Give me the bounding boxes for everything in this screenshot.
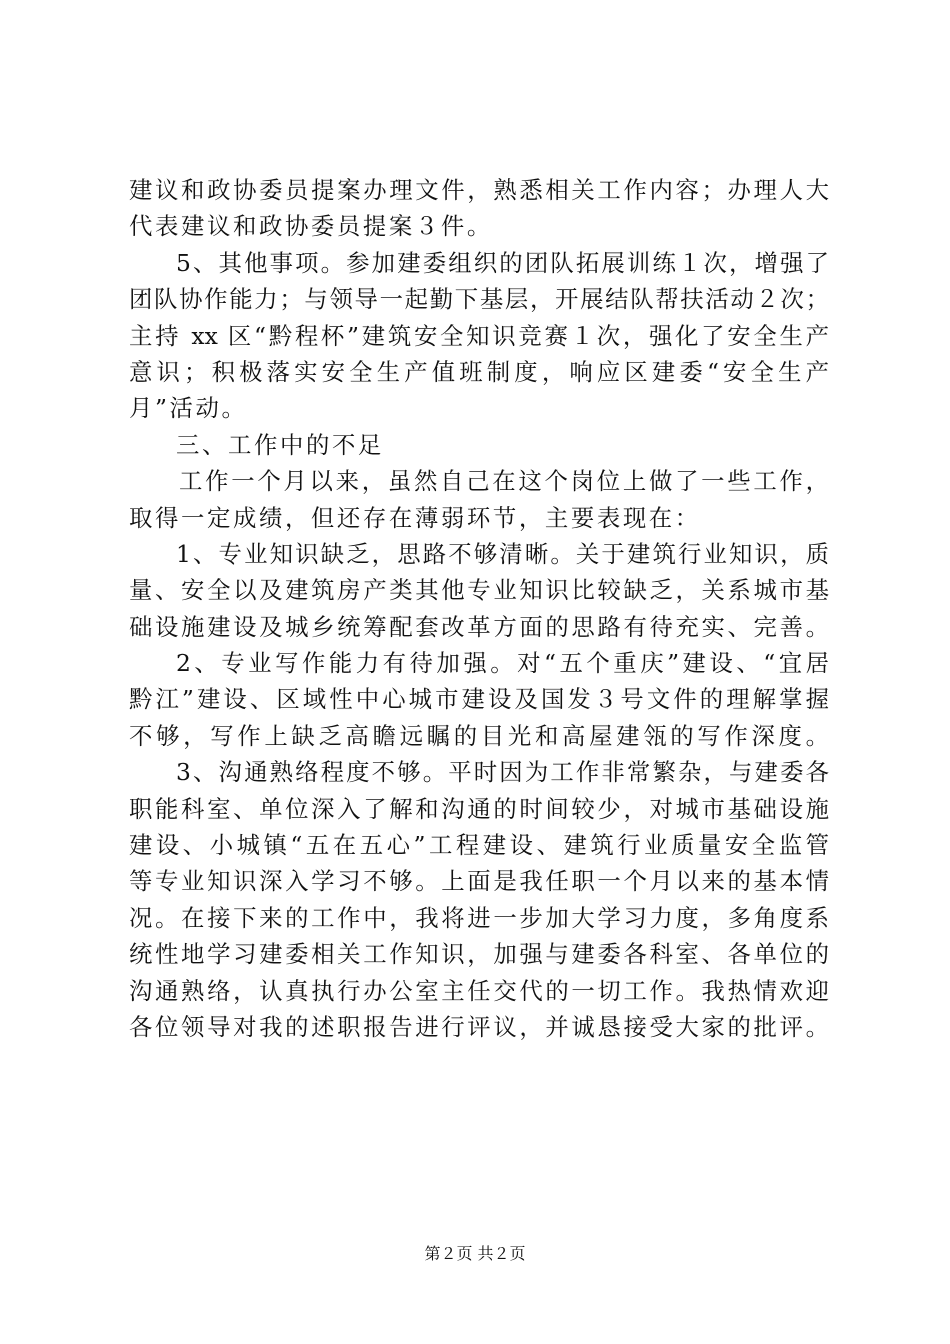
text-line: 取得一定成绩，但还存在薄弱环节，主要表现在： xyxy=(129,503,701,532)
text-line: 5、其他事项。参加建委组织的团队拓展训练１次，增强了 xyxy=(176,248,829,277)
text-line: 月”活动。 xyxy=(129,394,248,423)
text-line: 工作一个月以来，虽然自己在这个岗位上做了一些工作， xyxy=(179,467,829,496)
text-line: 沟通熟络，认真执行办公室主任交代的一切工作。我热情欢迎 xyxy=(129,976,829,1005)
text-line: 建议和政协委员提案办理文件，熟悉相关工作内容；办理人大 xyxy=(129,176,829,204)
text-line: 代表建议和政协委员提案３件。 xyxy=(129,212,493,241)
text-line: 不够，写作上缺乏高瞻远瞩的目光和高屋建瓴的写作深度。 xyxy=(129,721,829,750)
section-heading: 三、工作中的不足 xyxy=(176,430,384,459)
text-line: 2、专业写作能力有待加强。对“五个重庆”建设、“宜居 xyxy=(176,649,829,678)
text-line: 等专业知识深入学习不够。上面是我任职一个月以来的基本情 xyxy=(129,867,829,896)
text-line: 各位领导对我的述职报告进行评议，并诚恳接受大家的批评。 xyxy=(129,1012,829,1041)
text-line: 黔江”建设、区域性中心城市建设及国发３号文件的理解掌握 xyxy=(129,685,829,714)
page-number: 第２页 共２页 xyxy=(424,1244,526,1263)
text-line: 主持 xx 区“黔程杯”建筑安全知识竞赛１次，强化了安全生产 xyxy=(129,321,829,350)
text-line: 意识；积极落实安全生产值班制度，响应区建委“安全生产 xyxy=(129,357,829,386)
text-line: 1、专业知识缺乏，思路不够清晰。关于建筑行业知识，质 xyxy=(176,539,829,568)
text-line: 团队协作能力；与领导一起勤下基层，开展结队帮扶活动２次； xyxy=(129,285,829,314)
text-line: 况。在接下来的工作中，我将进一步加大学习力度，多角度系 xyxy=(129,903,829,932)
text-line: 3、沟通熟络程度不够。平时因为工作非常繁杂，与建委各 xyxy=(176,758,829,787)
text-line: 统性地学习建委相关工作知识，加强与建委各科室、各单位的 xyxy=(129,940,829,969)
text-line: 建设、小城镇“五在五心”工程建设、建筑行业质量安全监管 xyxy=(129,831,829,860)
text-line: 职能科室、单位深入了解和沟通的时间较少，对城市基础设施 xyxy=(129,794,829,823)
text-line: 量、安全以及建筑房产类其他专业知识比较缺乏，关系城市基 xyxy=(129,576,829,605)
document-body xyxy=(129,172,829,1045)
text-line: 础设施建设及城乡统筹配套改革方面的思路有待充实、完善。 xyxy=(129,612,829,641)
